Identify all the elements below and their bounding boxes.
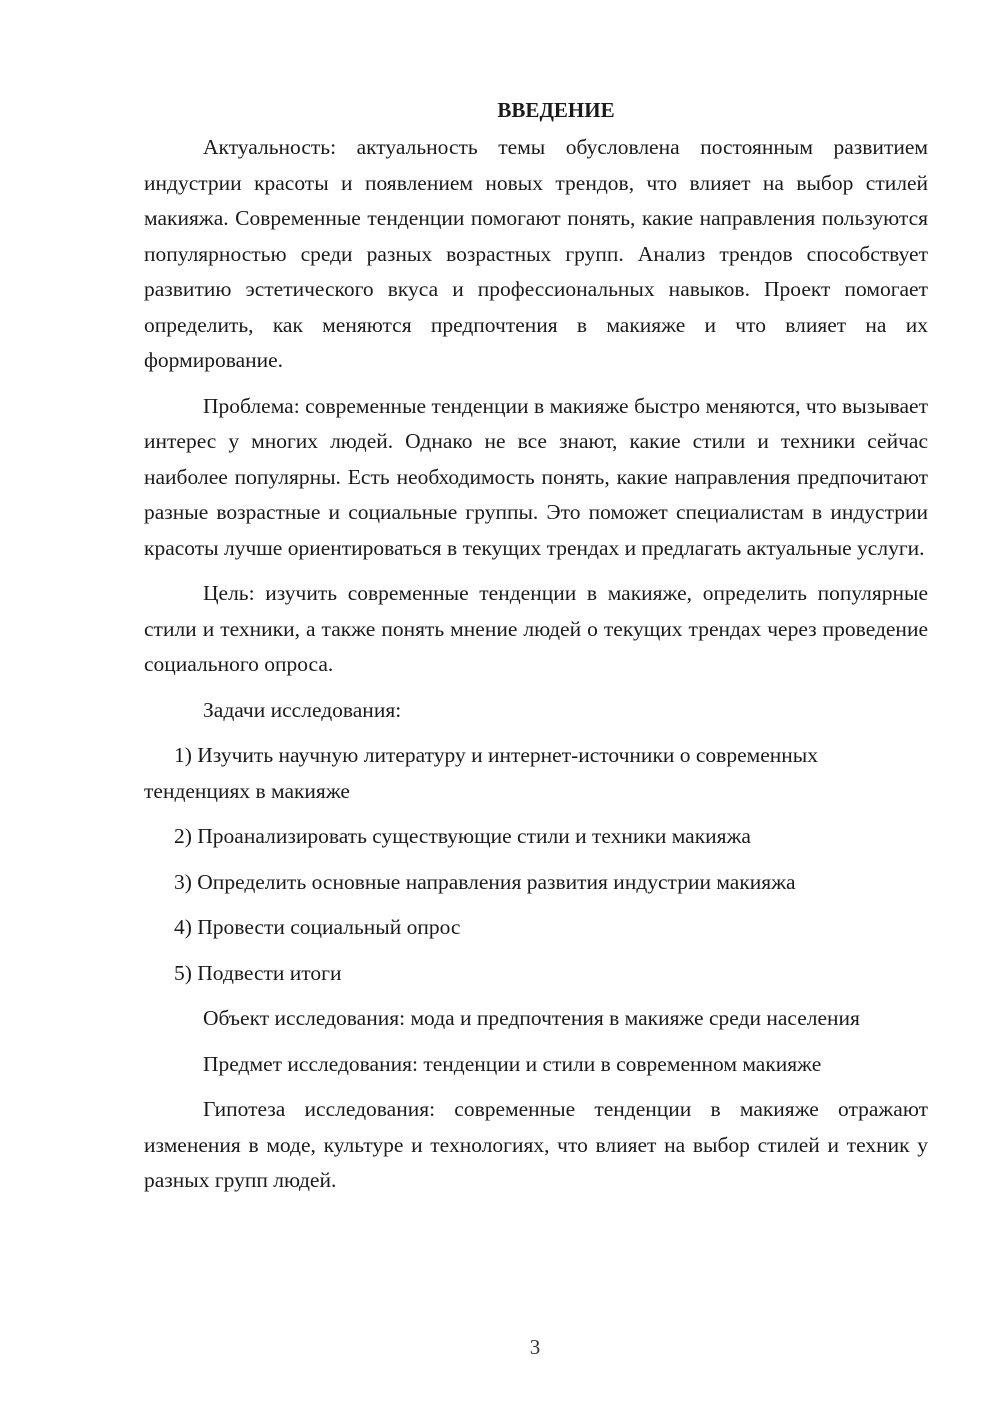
hypothesis-paragraph: Гипотеза исследования: современные тенденции в макияже отражают изменения в моде, культуре и технологиях, что влияет на выбор стилей и техник у разных групп людей. bbox=[144, 1097, 928, 1192]
research-subject-paragraph: Предмет исследования: тенденции и стили в современном макияже bbox=[203, 1051, 822, 1076]
document-body bbox=[144, 92, 928, 1209]
relevance-paragraph: Актуальность: актуальность темы обусловлена постоянным развитием индустрии красоты и появлением новых трендов, что влияет на выбор стилей макияжа. Современные тенденции помогают понять, какие направления пользуются популярностью среди разных возрастных групп. Анализ трендов способствует развитию эстетического вкуса и профессиональных навыков. Проект помогает определить, как меняются предпочтения в макияже и что влияет на их формирование. bbox=[144, 135, 928, 372]
page-number: 3 bbox=[529, 1335, 541, 1359]
task-item: 3) Определить основные направления развития индустрии макияжа bbox=[174, 869, 796, 894]
goal-paragraph: Цель: изучить современные тенденции в макияже, определить популярные стили и техники, а также понять мнение людей о текущих трендах через проведение социального опроса. bbox=[144, 581, 928, 676]
section-title: ВВЕДЕНИЕ bbox=[497, 98, 615, 122]
problem-paragraph: Проблема: современные тенденции в макияже быстро меняются, что вызывает интерес у многих людей. Однако не все знают, какие стили и техники сейчас наиболее популярны. Есть необходимость понять, какие направления предпочитают разные возрастные и социальные группы. Это поможет специалистам в индустрии красоты лучше ориентироваться в текущих трендах и предлагать актуальные услуги. bbox=[144, 393, 928, 560]
task-item: 1) Изучить научную литературу и интернет-источники о современных тенденциях в макияже bbox=[144, 743, 818, 803]
task-item: 5) Подвести итоги bbox=[174, 960, 342, 985]
tasks-heading: Задачи исследования: bbox=[203, 697, 402, 722]
task-item: 4) Провести социальный опрос bbox=[174, 915, 461, 939]
task-item: 2) Проанализировать существующие стили и техники макияжа bbox=[174, 824, 751, 848]
research-object-paragraph: Объект исследования: мода и предпочтения в макияже среди населения bbox=[203, 1006, 860, 1030]
